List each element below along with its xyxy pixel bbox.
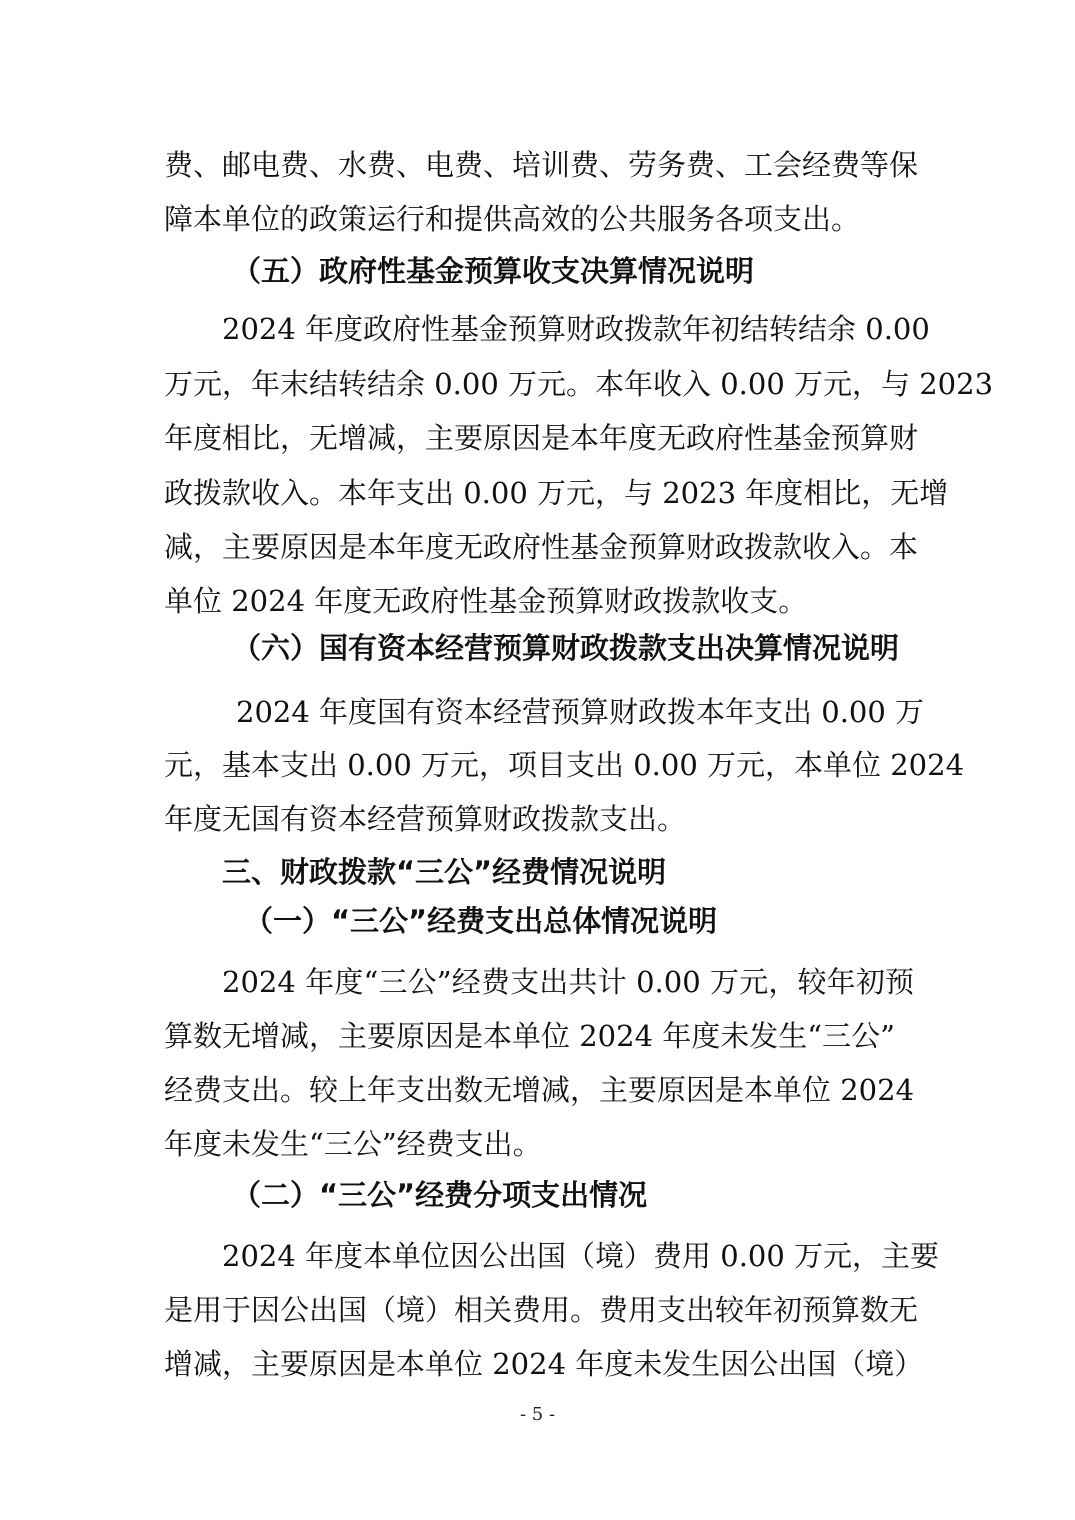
paragraph-line: 障本单位的政策运行和提供高效的公共服务各项支出。 bbox=[164, 202, 861, 236]
paragraph-line: 元，基本支出 0.00 万元，项目支出 0.00 万元，本单位 2024 bbox=[164, 748, 965, 782]
paragraph-line: 2024 年度“三公”经费支出共计 0.00 万元，较年初预 bbox=[222, 965, 914, 999]
subsection-heading-2: （二）“三公”经费分项支出情况 bbox=[232, 1178, 648, 1212]
paragraph-line: 减，主要原因是本年度无政府性基金预算财政拨款收入。本 bbox=[164, 530, 919, 564]
paragraph-line: 2024 年度政府性基金预算财政拨款年初结转结余 0.00 bbox=[222, 312, 930, 346]
paragraph-line: 是用于因公出国（境）相关费用。费用支出较年初预算数无 bbox=[164, 1293, 919, 1327]
page-number: - 5 - bbox=[519, 1404, 556, 1425]
paragraph-line: 费、邮电费、水费、电费、培训费、劳务费、工会经费等保 bbox=[164, 148, 919, 182]
subsection-heading-1: （一）“三公”经费支出总体情况说明 bbox=[244, 904, 718, 938]
paragraph-line: 年度未发生“三公”经费支出。 bbox=[164, 1127, 542, 1161]
section-heading-three: 三、财政拨款“三公”经费情况说明 bbox=[222, 855, 667, 889]
paragraph-line: 单位 2024 年度无政府性基金预算财政拨款收支。 bbox=[164, 584, 808, 618]
section-heading-5: （五）政府性基金预算收支决算情况说明 bbox=[232, 254, 755, 288]
section-heading-6: （六）国有资本经营预算财政拨款支出决算情况说明 bbox=[232, 631, 900, 665]
paragraph-line: 政拨款收入。本年支出 0.00 万元，与 2023 年度相比，无增 bbox=[164, 476, 949, 510]
paragraph-line: 经费支出。较上年支出数无增减，主要原因是本单位 2024 bbox=[164, 1073, 915, 1107]
paragraph-line: 万元，年末结转结余 0.00 万元。本年收入 0.00 万元，与 2023 bbox=[164, 367, 994, 401]
paragraph-line: 年度无国有资本经营预算财政拨款支出。 bbox=[164, 802, 687, 836]
paragraph-line: 2024 年度国有资本经营预算财政拨本年支出 0.00 万 bbox=[236, 695, 925, 729]
paragraph-line: 年度相比，无增减，主要原因是本年度无政府性基金预算财 bbox=[164, 421, 919, 455]
paragraph-line: 2024 年度本单位因公出国（境）费用 0.00 万元，主要 bbox=[222, 1239, 940, 1273]
paragraph-line: 算数无增减，主要原因是本单位 2024 年度未发生“三公” bbox=[164, 1019, 895, 1053]
paragraph-line: 增减，主要原因是本单位 2024 年度未发生因公出国（境） bbox=[164, 1347, 924, 1381]
